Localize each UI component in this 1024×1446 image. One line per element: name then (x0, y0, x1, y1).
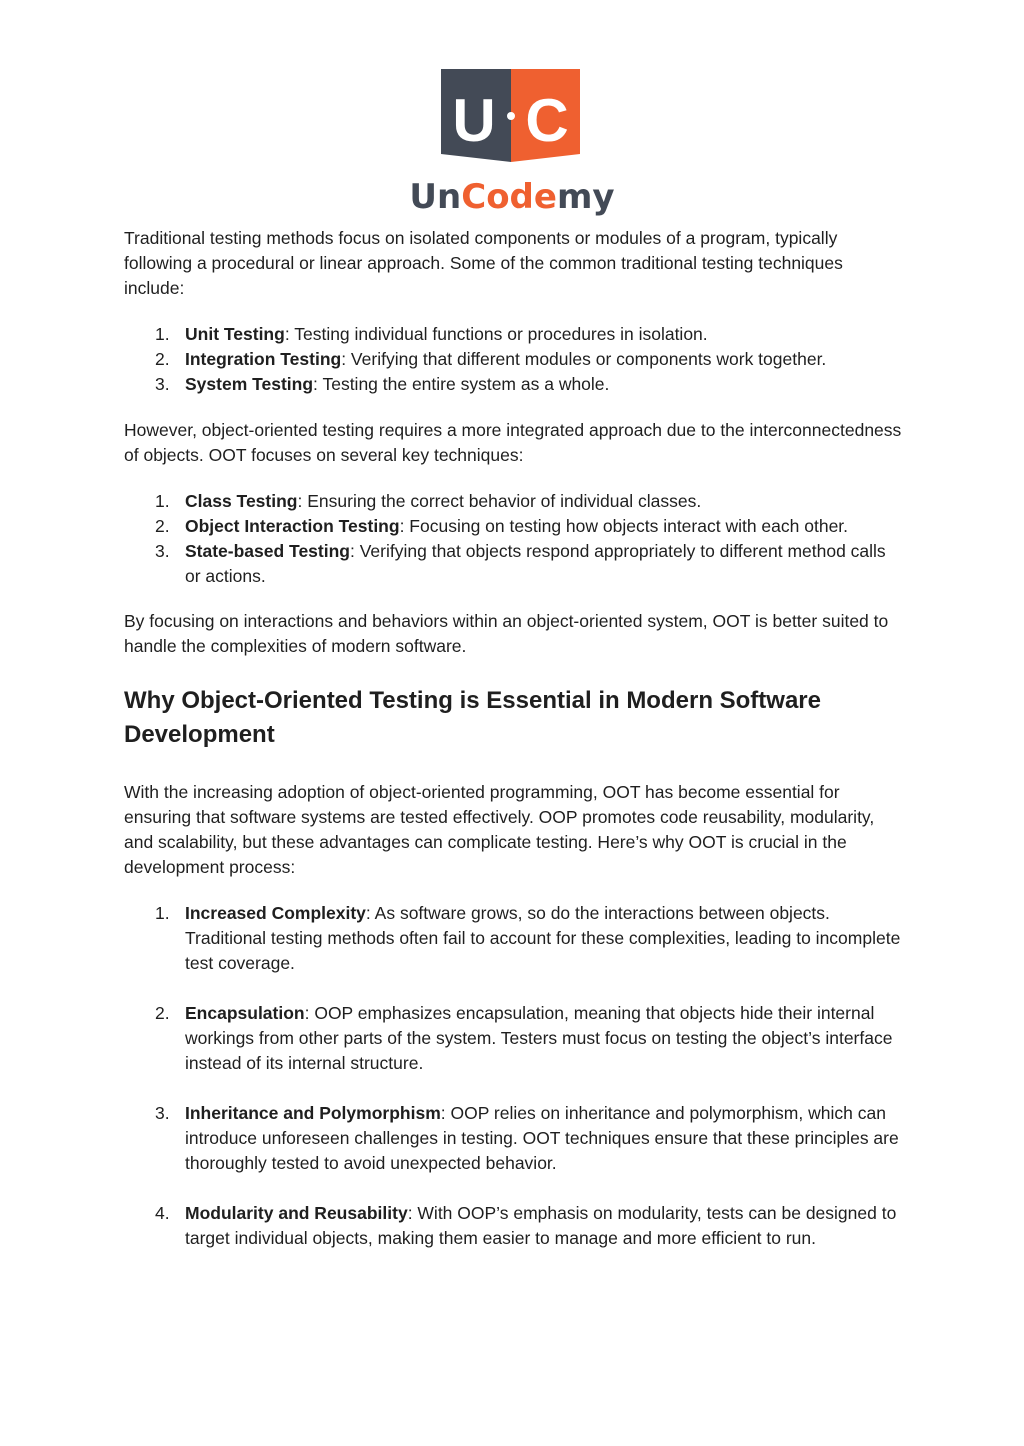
list-number: 4. (155, 1203, 170, 1223)
list-item (124, 514, 904, 539)
logo-word-part2: Code (461, 177, 557, 216)
list-description: : Testing the entire system as a whole. (313, 374, 610, 394)
logo-word-part1: Un (409, 177, 462, 216)
list-term: Class Testing (185, 491, 298, 511)
list-term: Inheritance and Polymorphism (185, 1103, 441, 1123)
oot-summary-paragraph: By focusing on interactions and behaviors within an object-oriented system, OOT is better suited to handle the complexities of modern software. (124, 611, 889, 656)
list-description: : Verifying that objects respond appropriately to different method calls or actions. (185, 541, 886, 586)
intro-paragraph: Traditional testing methods focus on isolated components or modules of a program, typically following a procedural or linear approach. Some of the common traditional testing techniques include: (124, 228, 843, 298)
traditional-techniques-list (124, 322, 904, 397)
list-item (124, 489, 904, 514)
list-term: Unit Testing (185, 324, 285, 344)
list-term: System Testing (185, 374, 314, 394)
list-term: Modularity and Reusability (185, 1203, 408, 1223)
list-number: 3. (155, 374, 170, 394)
document-body (124, 226, 904, 1251)
list-item (124, 347, 904, 372)
list-number: 3. (155, 541, 170, 561)
logo-word-part3: my (556, 177, 615, 216)
list-term: Encapsulation (185, 1003, 305, 1023)
logo-emblem (397, 66, 627, 216)
list-description: : Verifying that different modules or components work together. (341, 349, 827, 369)
section-intro-paragraph: With the increasing adoption of object-oriented programming, OOT has become essential for ensuring that software systems are tested effectively. OOP promotes code reusability, modularity, and scalability, but these advantages can complicate testing. Here’s why OOT is crucial in the development process: (124, 782, 875, 877)
list-description: : OOP emphasizes encapsulation, meaning that objects hide their internal workings from other parts of the system. Testers must focus on testing the object’s interface instead of its internal structure. (185, 1003, 893, 1073)
logo-letter-c: C (525, 87, 569, 154)
reasons-list (124, 901, 904, 1251)
list-description: : As software grows, so do the interactions between objects. Traditional testing methods often fail to account for these complexities, leading to incomplete test coverage. (185, 903, 901, 973)
section-heading: Why Object-Oriented Testing is Essential in Modern Software Development (124, 687, 821, 748)
list-number: 2. (155, 516, 170, 536)
oot-intro-paragraph: However, object-oriented testing requires a more integrated approach due to the interconnectedness of objects. OOT focuses on several key techniques: (124, 420, 902, 465)
list-number: 3. (155, 1103, 170, 1123)
list-item (124, 1201, 904, 1251)
list-term: State-based Testing (185, 541, 350, 561)
list-item (124, 372, 904, 397)
list-number: 1. (155, 324, 170, 344)
list-description: : Testing individual functions or procedures in isolation. (284, 324, 708, 344)
list-description: : With OOP’s emphasis on modularity, tests can be designed to target individual objects, making them easier to manage and more efficient to run. (185, 1203, 897, 1248)
list-term: Object Interaction Testing (185, 516, 400, 536)
list-number: 1. (155, 491, 170, 511)
logo-wordmark (409, 177, 614, 216)
list-number: 2. (155, 1003, 170, 1023)
list-description: : Focusing on testing how objects interact with each other. (399, 516, 849, 536)
list-term: Integration Testing (185, 349, 342, 369)
oot-techniques-list (124, 489, 904, 589)
logo-letter-u: U (452, 87, 496, 154)
list-item (124, 539, 904, 589)
list-number: 1. (155, 903, 170, 923)
list-item (124, 1001, 904, 1076)
uncodemy-logo (397, 66, 627, 216)
list-number: 2. (155, 349, 170, 369)
list-item (124, 1101, 904, 1176)
list-description: : OOP relies on inheritance and polymorphism, which can introduce unforeseen challenges in testing. OOT techniques ensure that these principles are thoroughly tested to avoid unexpected behavior. (185, 1103, 899, 1173)
list-item (124, 322, 904, 347)
list-term: Increased Complexity (185, 903, 366, 923)
list-description: : Ensuring the correct behavior of individual classes. (297, 491, 702, 511)
list-item (124, 901, 904, 976)
